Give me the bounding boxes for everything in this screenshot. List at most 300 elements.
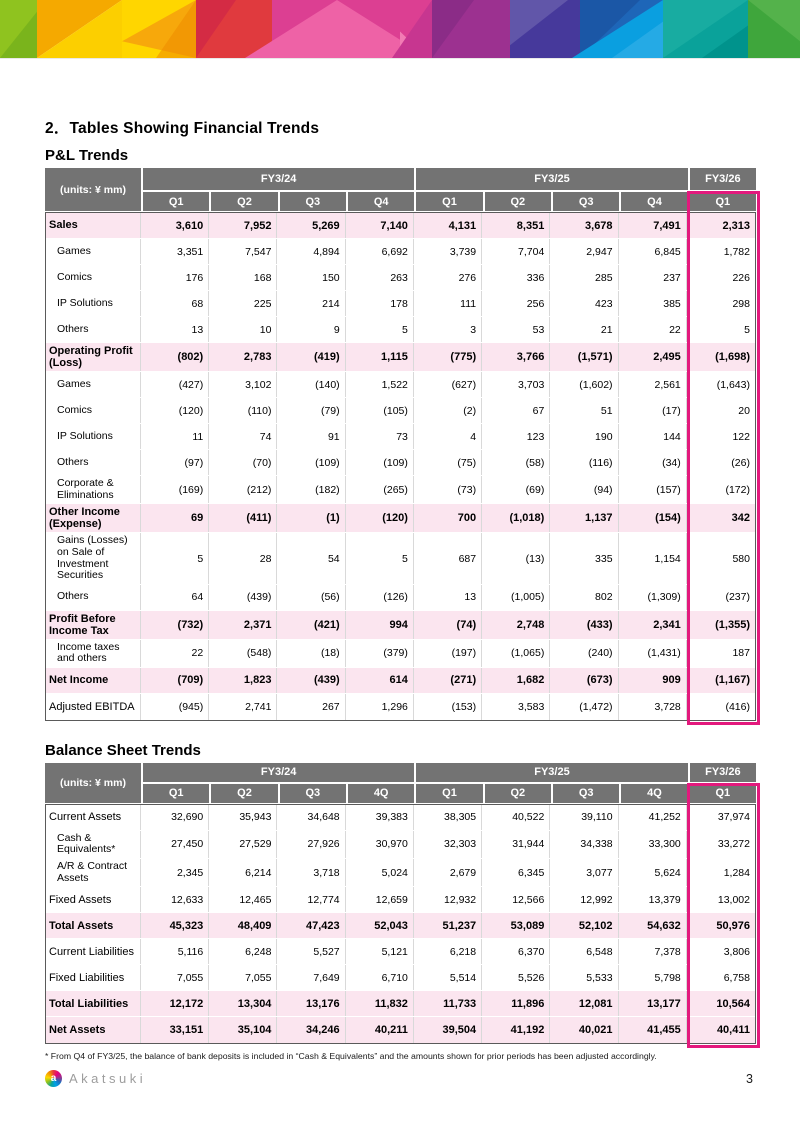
fiscal-year-header: FY3/26	[690, 168, 756, 190]
cell-value: 4	[414, 424, 482, 449]
cell-value: 7,952	[209, 213, 277, 238]
cell-value: (154)	[619, 504, 687, 532]
row-label: Comics	[46, 265, 141, 290]
cell-value: 385	[619, 291, 687, 316]
cell-value: 5,514	[414, 965, 482, 990]
cell-value: 6,214	[209, 859, 277, 886]
table-row	[46, 668, 755, 694]
cell-value: (109)	[346, 450, 414, 475]
cell-value: 68	[141, 291, 209, 316]
cell-value: (26)	[731, 456, 750, 469]
quarter-header: Q2	[211, 192, 277, 211]
cell-value: (120)	[141, 398, 209, 423]
cell-value: (70)	[209, 450, 277, 475]
cell-value: (427)	[141, 372, 209, 397]
cell-value: 5	[346, 533, 414, 583]
company-logo	[45, 1070, 146, 1087]
table-row	[46, 450, 755, 476]
cell-value: (548)	[209, 640, 277, 667]
cell-value: 39,110	[550, 805, 618, 830]
cell-value: (2)	[414, 398, 482, 423]
pl-table	[45, 168, 756, 721]
table-row	[46, 991, 755, 1017]
cell-value: 40,021	[550, 1017, 618, 1043]
cell-value: 3,678	[550, 213, 618, 238]
row-label: Fixed Assets	[46, 887, 141, 912]
cell-value: (237)	[725, 591, 750, 604]
cell-value: (379)	[346, 640, 414, 667]
cell-value: 13	[414, 585, 482, 610]
table-row	[46, 694, 755, 720]
cell-value: 54	[277, 533, 345, 583]
bs-table	[45, 763, 756, 1044]
cell-value: 2,748	[482, 611, 550, 639]
cell-value: (1,167)	[715, 674, 750, 687]
table-row	[46, 343, 755, 372]
table-row	[46, 640, 755, 668]
cell-value: (240)	[550, 640, 618, 667]
cell-value: (157)	[619, 476, 687, 503]
cell-value: 39,504	[414, 1017, 482, 1043]
cell-value: 7,055	[209, 965, 277, 990]
cell-value: 48,409	[209, 913, 277, 938]
row-label: Adjusted EBITDA	[46, 694, 141, 720]
cell-value: (732)	[141, 611, 209, 639]
cell-value: 64	[141, 585, 209, 610]
akatsuki-logo-icon: a	[45, 1070, 62, 1087]
cell-value: (775)	[414, 343, 482, 371]
cell-value: 5,527	[277, 939, 345, 964]
cell-value: 7,704	[482, 239, 550, 264]
cell-value: 30,970	[346, 831, 414, 858]
cell-value: 13	[141, 317, 209, 342]
cell-value: 276	[414, 265, 482, 290]
cell-value: (120)	[346, 504, 414, 532]
cell-value: 50,976	[716, 919, 750, 932]
cell-value: 33,300	[619, 831, 687, 858]
cell-value: 69	[141, 504, 209, 532]
cell-value: (421)	[277, 611, 345, 639]
cell-value: 12,566	[482, 887, 550, 912]
table-row	[46, 611, 755, 640]
row-label: Total Assets	[46, 913, 141, 938]
decorative-banner	[0, 0, 800, 59]
cell-value: 13,379	[619, 887, 687, 912]
cell-value: (627)	[414, 372, 482, 397]
cell-value: 190	[550, 424, 618, 449]
row-label: IP Solutions	[46, 291, 141, 316]
cell-value: (439)	[209, 585, 277, 610]
cell-value: 22	[619, 317, 687, 342]
cell-value: 4,131	[414, 213, 482, 238]
quarter-header: Q4	[348, 192, 414, 211]
cell-value: (802)	[141, 343, 209, 371]
cell-value: 178	[346, 291, 414, 316]
cell-value: 285	[550, 265, 618, 290]
cell-value: 214	[277, 291, 345, 316]
cell-value: (1,698)	[715, 351, 750, 364]
units-label: (units: ¥ mm)	[45, 763, 141, 803]
cell-value: 54,632	[619, 913, 687, 938]
cell-value: 10	[209, 317, 277, 342]
cell-value: 3,351	[141, 239, 209, 264]
cell-value: 53	[482, 317, 550, 342]
cell-value: 13,176	[277, 991, 345, 1016]
cell-value: 73	[346, 424, 414, 449]
cell-value: 802	[550, 585, 618, 610]
cell-value: (140)	[277, 372, 345, 397]
cell-value: (197)	[414, 640, 482, 667]
table-row	[46, 317, 755, 343]
table-row	[46, 476, 755, 504]
cell-value: 38,305	[414, 805, 482, 830]
row-label: Current Liabilities	[46, 939, 141, 964]
quarter-header: Q2	[485, 784, 551, 803]
row-label: Current Assets	[46, 805, 141, 830]
cell-value: 2,313	[722, 219, 750, 232]
cell-value: 298	[732, 297, 750, 310]
row-label: Comics	[46, 398, 141, 423]
cell-value: 3,102	[209, 372, 277, 397]
cell-value: 122	[732, 430, 750, 443]
table-body	[45, 804, 756, 1044]
cell-value: 6,548	[550, 939, 618, 964]
cell-value: 5	[346, 317, 414, 342]
cell-value: 123	[482, 424, 550, 449]
cell-value: (153)	[414, 694, 482, 720]
cell-value: 3,703	[482, 372, 550, 397]
cell-value: 91	[277, 424, 345, 449]
cell-value: 45,323	[141, 913, 209, 938]
cell-value: 994	[346, 611, 414, 639]
fiscal-year-header: FY3/26	[690, 763, 756, 782]
cell-value: (182)	[277, 476, 345, 503]
cell-value: 342	[731, 512, 750, 525]
footnote: * From Q4 of FY3/25, the balance of bank deposits is included in “Cash & Equivalents” and the amounts shown for prior periods has been adjusted accordingly.	[45, 1051, 657, 1062]
cell-value: 909	[619, 668, 687, 693]
cell-value: 144	[619, 424, 687, 449]
cell-value: (433)	[550, 611, 618, 639]
cell-value: 6,218	[414, 939, 482, 964]
cell-value: (1,602)	[550, 372, 618, 397]
cell-value: (75)	[414, 450, 482, 475]
cell-value: (79)	[277, 398, 345, 423]
row-label: Games	[46, 372, 141, 397]
cell-value: 1,137	[550, 504, 618, 532]
row-label: Corporate & Eliminations	[46, 476, 141, 503]
table-row	[46, 291, 755, 317]
cell-value: 1,296	[346, 694, 414, 720]
cell-value: (271)	[414, 668, 482, 693]
cell-value: 267	[277, 694, 345, 720]
cell-value: 40,211	[346, 1017, 414, 1043]
cell-value: 3,766	[482, 343, 550, 371]
page-title: 2．Tables Showing Financial Trends	[45, 120, 320, 137]
cell-value: 3,806	[723, 945, 750, 958]
row-label: Others	[46, 450, 141, 475]
cell-value: 7,649	[277, 965, 345, 990]
cell-value: 12,081	[550, 991, 618, 1016]
cell-value: 11	[141, 424, 209, 449]
cell-value: 67	[482, 398, 550, 423]
cell-value: (673)	[550, 668, 618, 693]
table-row	[46, 372, 755, 398]
cell-value: (212)	[209, 476, 277, 503]
cell-value: 6,345	[482, 859, 550, 886]
cell-value: (1,472)	[550, 694, 618, 720]
cell-value: 37,974	[717, 811, 750, 824]
cell-value: 9	[277, 317, 345, 342]
cell-value: (13)	[482, 533, 550, 583]
quarter-header: 4Q	[348, 784, 414, 803]
fiscal-year-header: FY3/24	[143, 763, 414, 782]
page-number: 3	[746, 1071, 753, 1086]
cell-value: 3,728	[619, 694, 687, 720]
cell-value: 2,341	[619, 611, 687, 639]
cell-value: 263	[346, 265, 414, 290]
cell-value: 34,338	[550, 831, 618, 858]
row-label: Operating Profit (Loss)	[46, 343, 141, 371]
cell-value: (105)	[346, 398, 414, 423]
cell-value: 47,423	[277, 913, 345, 938]
cell-value: 74	[209, 424, 277, 449]
cell-value: 5,624	[619, 859, 687, 886]
cell-value: 27,450	[141, 831, 209, 858]
cell-value: 12,172	[141, 991, 209, 1016]
table-row	[46, 831, 755, 859]
cell-value: (1,065)	[482, 640, 550, 667]
cell-value: 5,526	[482, 965, 550, 990]
cell-value: (945)	[141, 694, 209, 720]
row-label: IP Solutions	[46, 424, 141, 449]
quarter-header: Q1	[690, 784, 756, 803]
cell-value: 2,783	[209, 343, 277, 371]
logo-text: Akatsuki	[69, 1071, 147, 1087]
cell-value: 40,522	[482, 805, 550, 830]
cell-value: (169)	[141, 476, 209, 503]
cell-value: (58)	[482, 450, 550, 475]
cell-value: 39,383	[346, 805, 414, 830]
cell-value: 2,371	[209, 611, 277, 639]
cell-value: 3,077	[550, 859, 618, 886]
cell-value: 32,690	[141, 805, 209, 830]
quarter-header: 4Q	[621, 784, 687, 803]
cell-value: 237	[619, 265, 687, 290]
cell-value: 187	[732, 647, 750, 660]
cell-value: 614	[346, 668, 414, 693]
table-row	[46, 913, 755, 939]
cell-value: 5,269	[277, 213, 345, 238]
cell-value: 7,491	[619, 213, 687, 238]
table-header	[45, 763, 756, 803]
cell-value: 10,564	[716, 997, 750, 1010]
cell-value: (416)	[725, 700, 750, 713]
cell-value: 13,177	[619, 991, 687, 1016]
cell-value: 4,894	[277, 239, 345, 264]
cell-value: 41,455	[619, 1017, 687, 1043]
cell-value: 32,303	[414, 831, 482, 858]
cell-value: 226	[732, 271, 750, 284]
cell-value: 5,116	[141, 939, 209, 964]
table-row	[46, 585, 755, 611]
cell-value: 335	[550, 533, 618, 583]
cell-value: 5,798	[619, 965, 687, 990]
table-row	[46, 887, 755, 913]
cell-value: 12,465	[209, 887, 277, 912]
cell-value: 1,154	[619, 533, 687, 583]
cell-value: (34)	[619, 450, 687, 475]
cell-value: (1,005)	[482, 585, 550, 610]
cell-value: 2,495	[619, 343, 687, 371]
cell-value: 6,370	[482, 939, 550, 964]
cell-value: 41,252	[619, 805, 687, 830]
cell-value: 3	[414, 317, 482, 342]
cell-value: 52,102	[550, 913, 618, 938]
cell-value: (97)	[141, 450, 209, 475]
cell-value: 150	[277, 265, 345, 290]
fiscal-year-header: FY3/24	[143, 168, 414, 190]
cell-value: (1)	[277, 504, 345, 532]
cell-value: (126)	[346, 585, 414, 610]
quarter-header: Q2	[485, 192, 551, 211]
cell-value: 11,733	[414, 991, 482, 1016]
row-label: Net Income	[46, 668, 141, 693]
cell-value: 7,140	[346, 213, 414, 238]
quarter-header: Q1	[416, 192, 482, 211]
pl-section-title: P&L Trends	[45, 147, 129, 164]
table-row	[46, 805, 755, 831]
cell-value: (709)	[141, 668, 209, 693]
cell-value: (419)	[277, 343, 345, 371]
cell-value: 6,710	[346, 965, 414, 990]
row-label: Income taxes and others	[46, 640, 141, 667]
cell-value: 5,121	[346, 939, 414, 964]
cell-value: 5	[141, 533, 209, 583]
cell-value: (18)	[277, 640, 345, 667]
cell-value: 1,284	[723, 866, 750, 879]
cell-value: 5	[744, 323, 750, 336]
cell-value: 7,378	[619, 939, 687, 964]
table-row	[46, 1017, 755, 1043]
row-label: A/R & Contract Assets	[46, 859, 141, 886]
row-label: Net Assets	[46, 1017, 141, 1043]
cell-value: 1,782	[723, 245, 750, 258]
cell-value: 41,192	[482, 1017, 550, 1043]
cell-value: 21	[550, 317, 618, 342]
cell-value: 7,547	[209, 239, 277, 264]
cell-value: 6,248	[209, 939, 277, 964]
cell-value: 6,758	[723, 971, 750, 984]
page-footer	[45, 1070, 756, 1087]
cell-value: 176	[141, 265, 209, 290]
cell-value: 33,151	[141, 1017, 209, 1043]
row-label: Fixed Liabilities	[46, 965, 141, 990]
cell-value: 11,896	[482, 991, 550, 1016]
cell-value: 3,583	[482, 694, 550, 720]
row-label: Others	[46, 585, 141, 610]
cell-value: (73)	[414, 476, 482, 503]
cell-value: (74)	[414, 611, 482, 639]
cell-value: 580	[732, 552, 750, 565]
table-row	[46, 504, 755, 533]
row-label: Others	[46, 317, 141, 342]
cell-value: (69)	[482, 476, 550, 503]
cell-value: 22	[141, 640, 209, 667]
cell-value: (1,018)	[482, 504, 550, 532]
row-label: Other Income (Expense)	[46, 504, 141, 532]
cell-value: 12,992	[550, 887, 618, 912]
page-content	[0, 116, 800, 1087]
quarter-header: Q3	[280, 784, 346, 803]
cell-value: 12,932	[414, 887, 482, 912]
cell-value: 12,774	[277, 887, 345, 912]
quarter-header: Q4	[621, 192, 687, 211]
cell-value: (94)	[550, 476, 618, 503]
cell-value: 256	[482, 291, 550, 316]
cell-value: 5,533	[550, 965, 618, 990]
cell-value: 3,610	[141, 213, 209, 238]
cell-value: 11,832	[346, 991, 414, 1016]
cell-value: 13,002	[717, 893, 750, 906]
cell-value: 2,561	[619, 372, 687, 397]
cell-value: 700	[414, 504, 482, 532]
quarter-header: Q1	[690, 192, 756, 211]
cell-value: 31,944	[482, 831, 550, 858]
cell-value: 3,718	[277, 859, 345, 886]
row-label: Gains (Losses) on Sale of Investment Securities	[46, 533, 141, 583]
cell-value: 51	[550, 398, 618, 423]
table-row	[46, 965, 755, 991]
cell-value: 13,304	[209, 991, 277, 1016]
quarter-header: Q3	[553, 784, 619, 803]
cell-value: 6,692	[346, 239, 414, 264]
cell-value: (265)	[346, 476, 414, 503]
cell-value: 423	[550, 291, 618, 316]
cell-value: (1,355)	[715, 618, 750, 631]
table-row	[46, 265, 755, 291]
table-header	[45, 168, 756, 211]
cell-value: (56)	[277, 585, 345, 610]
cell-value: (116)	[550, 450, 618, 475]
row-label: Total Liabilities	[46, 991, 141, 1016]
cell-value: 6,845	[619, 239, 687, 264]
cell-value: 2,741	[209, 694, 277, 720]
cell-value: (172)	[725, 483, 750, 496]
cell-value: 8,351	[482, 213, 550, 238]
table-body	[45, 212, 756, 721]
fiscal-year-header: FY3/25	[416, 168, 687, 190]
cell-value: (1,571)	[550, 343, 618, 371]
table-row	[46, 533, 755, 584]
table-row	[46, 239, 755, 265]
cell-value: 2,679	[414, 859, 482, 886]
units-label: (units: ¥ mm)	[45, 168, 141, 211]
cell-value: 27,529	[209, 831, 277, 858]
cell-value: 168	[209, 265, 277, 290]
cell-value: 51,237	[414, 913, 482, 938]
table-row	[46, 424, 755, 450]
cell-value: 3,739	[414, 239, 482, 264]
banner-polygons	[0, 0, 800, 58]
cell-value: 27,926	[277, 831, 345, 858]
cell-value: (109)	[277, 450, 345, 475]
cell-value: (1,309)	[619, 585, 687, 610]
quarter-header: Q1	[143, 784, 209, 803]
quarter-header: Q3	[280, 192, 346, 211]
cell-value: 34,648	[277, 805, 345, 830]
cell-value: 2,345	[141, 859, 209, 886]
cell-value: 40,411	[716, 1024, 750, 1037]
